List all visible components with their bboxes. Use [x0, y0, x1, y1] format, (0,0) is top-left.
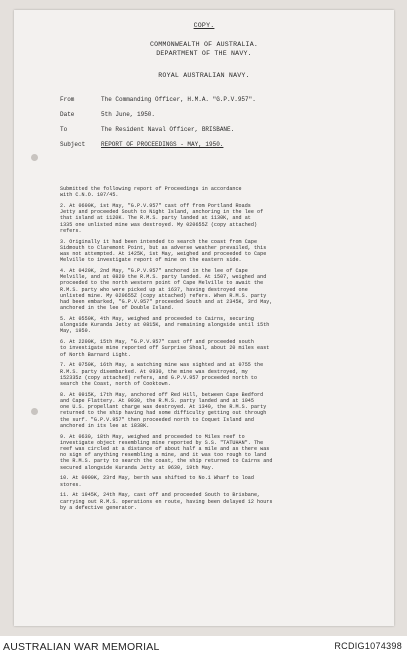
meta-subject: [60, 141, 223, 149]
meta-value: REPORT OF PROCEEDINGS - MAY, 1950.: [101, 141, 224, 148]
paragraph-9: 9. At 0630, 18th May, weighed and proceeded to Miles reef to investigate object resembling mine reported by S.S. "TATUHAN". The reef was circled at a distance of about half a mile and as there was no sign of anything resembling a mine, and it was too rough to land the R.M.S. party to search the coast, the ship returned to Cairns and secured alongside Kuranda Jetty at 0630, 19th May.: [60, 433, 273, 471]
paragraph-2: 2. At 0600K, 1st May, "G.P.V.957" cast off from Portland Roads Jetty and proceeded South to Night Island, anchoring in the lee of that island at 1120K. The R.M.S. party landed at 1130K, and at 1335 one unlisted mine was destroyed. My 020655Z (copy attached) refers.: [60, 203, 264, 234]
meta-key: To: [60, 126, 68, 133]
punch-hole: [31, 408, 38, 415]
meta-date: [60, 111, 155, 119]
paragraph-5: 5. At 0550K, 4th May, weighed and proceeded to Cairns, securing alongside Kuranda Jetty at 0815K, and remaining alongside until 15th May, 1950.: [60, 316, 270, 335]
paragraph-6: 6. At 2200K, 15th May, "G.P.V.957" cast off and proceeded south to investigate mine reported off Surprise Shoal, about 20 miles east of North Barnard Light.: [60, 339, 270, 358]
meta-from: [60, 96, 256, 104]
paragraph-8: 8. At 0915K, 17th May, anchored off Red Hill, between Cape Bedford and Cape Flattery. At 0930, the R.M.S. party landed and at 1045 one U.S. propellant charge was destroyed. At 1340, the R.M.S. party returned to the ship having had some difficulty getting out through the surf. "G.P.V.957" then proceeded north to Coquet Island and anchored in its lee at 1838K.: [60, 391, 267, 429]
meta-key: From: [60, 96, 75, 103]
paragraph-intro: Submitted the following report of Proceedings in accordance with C.N.O. 107/45.: [60, 186, 242, 199]
meta-value: 5th June, 1950.: [101, 111, 156, 118]
paragraph-4: 4. At 0420K, 2nd May, "G.P.V.957" anchored in the lee of Cape Melville, and at 0820 the R.M.S. party landed. At 1507, weighed and proceeded to the north western point of Cape Melville to await the R.M.S. party who were picked up at 1637, having destroyed one unlisted mine. My 020655Z (copy attached) refers. When R.M.S. party had been embarked, "G.P.V.957" proceeded South and at 2345K, 3rd May, anchored in the lee of Double Island.: [60, 268, 273, 312]
meta-to: [60, 126, 234, 134]
meta-key: Subject: [60, 141, 86, 148]
document-header: [14, 22, 394, 58]
paragraph-7: 7. At 0750K, 16th May, a watching mine was sighted and at 0755 the R.M.S. party disembarked. At 0930, the mine was destroyed, my 152335z (copy attached) refers, and G.P.V.957 proceeded north to search the Coast, north of Cooktown.: [60, 362, 264, 388]
report-body: [60, 186, 360, 516]
meta-key: Date: [60, 111, 75, 118]
paragraph-10: 10. At 0900K, 23rd May, berth was shifted to No.1 Wharf to load stores.: [60, 475, 254, 488]
copy-label: COPY.: [193, 22, 215, 29]
document-page: [14, 10, 394, 626]
service-heading: ROYAL AUSTRALIAN NAVY.: [158, 72, 250, 79]
meta-value: The Resident Naval Officer, BRISBANE.: [101, 126, 235, 133]
punch-hole: [31, 154, 38, 161]
org-line-1: COMMONWEALTH OF AUSTRALIA.: [149, 41, 259, 49]
paragraph-3: 3. Originally it had been intended to search the coast from Cape Sidmouth to Claremont Point, but as adverse weather prevailed, this was not attempted. At 1425K, 1st May, weighed and proceeded to Cape Melville to investigate report of mine on the eastern side.: [60, 238, 267, 264]
meta-value: The Commanding Officer, H.M.A. "G.P.V.957".: [101, 96, 256, 103]
record-id: RCDIG1074398: [334, 641, 402, 651]
paragraph-11: 11. At 1945K, 24th May, cast off and proceeded South to Brisbane, carrying out R.M.S. operations en route, having been delayed 12 hours by a defective generator.: [60, 492, 273, 511]
org-line-2: DEPARTMENT OF THE NAVY.: [156, 49, 252, 57]
source-caption: AUSTRALIAN WAR MEMORIAL: [3, 641, 160, 653]
